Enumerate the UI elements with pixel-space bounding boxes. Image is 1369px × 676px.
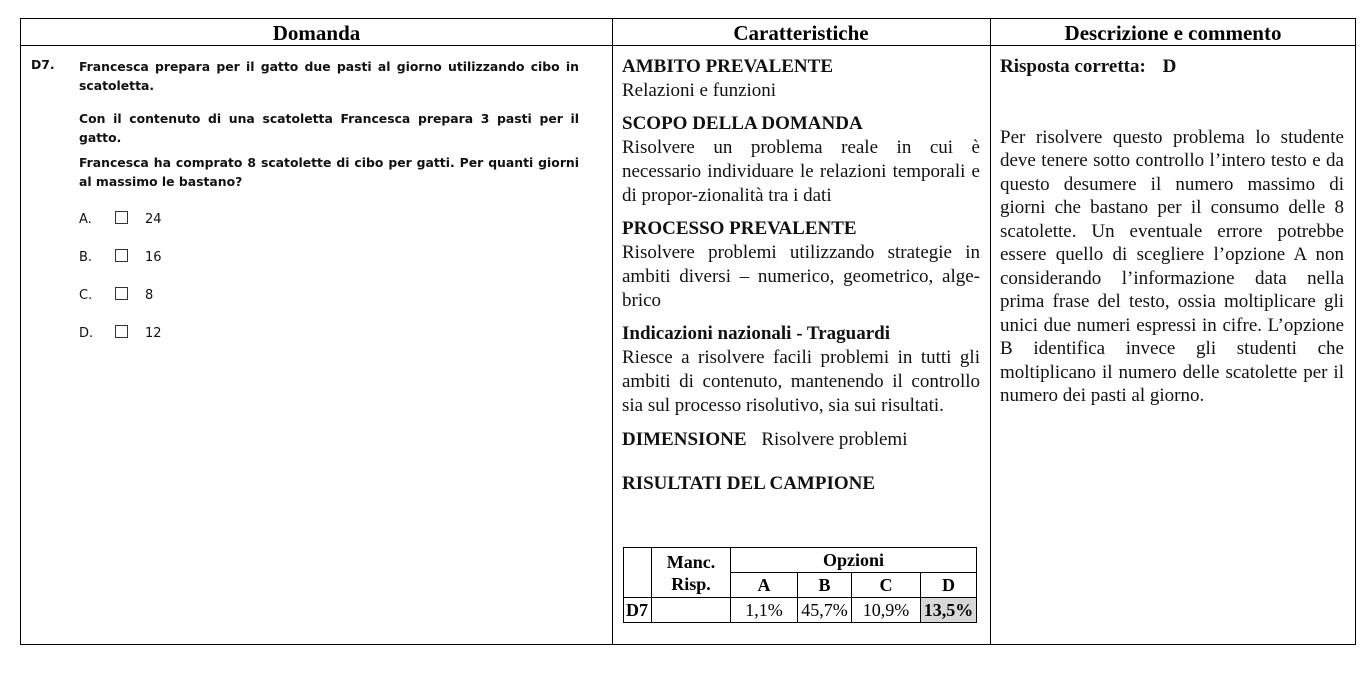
option-letter: B.	[79, 250, 93, 265]
processo-title: PROCESSO PREVALENTE	[622, 218, 857, 239]
value-b: 45,7%	[798, 598, 852, 623]
ambito-text: Relazioni e funzioni	[622, 80, 777, 101]
column-divider	[612, 19, 613, 644]
correct-answer	[1000, 55, 1344, 79]
checkbox-icon[interactable]	[115, 325, 128, 338]
checkbox-icon[interactable]	[115, 249, 128, 262]
header-domanda: Domanda	[272, 21, 361, 45]
question-number: D7.	[31, 57, 55, 72]
header-descrizione: Descrizione e commento	[1064, 21, 1282, 45]
dimensione-title: DIMENSIONE	[622, 429, 747, 450]
scopo-title: SCOPO DELLA DOMANDA	[622, 113, 863, 134]
processo-text: Risolvere problemi utilizzando strategie in ambiti diversi – numerico, geometrico, alge-brico	[622, 242, 980, 311]
dimensione-row	[622, 428, 980, 452]
description-cell	[1000, 55, 1344, 408]
risp-label: Risp.	[671, 573, 711, 594]
option-letter: A.	[79, 212, 92, 227]
question-line-3: Francesca ha comprato 8 scatolette di cibo per gatti. Per quanti giorni al massimo le bastano?	[79, 155, 579, 189]
checkbox-icon[interactable]	[115, 287, 128, 300]
col-c-header: C	[852, 573, 921, 598]
manc-label: Manc.	[666, 551, 716, 572]
col-b-header: B	[798, 573, 852, 598]
option-letter: C.	[79, 288, 93, 303]
header-divider	[21, 45, 1355, 46]
row-label: D7	[624, 598, 652, 623]
value-d: 13,5%	[921, 598, 977, 623]
risultati-title: RISULTATI DEL CAMPIONE	[622, 473, 876, 494]
characteristics-cell	[622, 55, 980, 496]
header-caratteristiche: Caratteristiche	[733, 21, 869, 45]
indicazioni-title: Indicazioni nazionali - Traguardi	[622, 323, 890, 344]
option-a[interactable]	[79, 211, 162, 227]
column-divider	[990, 19, 991, 644]
value-a: 1,1%	[731, 598, 798, 623]
option-value: 16	[145, 250, 162, 265]
col-d-header: D	[921, 573, 977, 598]
value-c: 10,9%	[852, 598, 921, 623]
option-c[interactable]	[79, 287, 153, 303]
question-line-2: Con il contenuto di una scatoletta Francesca prepara 3 pasti per il gatto.	[79, 111, 579, 145]
corner-cell	[624, 548, 652, 598]
item-table	[20, 18, 1356, 645]
indicazioni-text: Riesce a risolvere facili problemi in tutti gli ambiti di contenuto, mantenendo il controllo sia sul processo risolutivo, sia sui risultati.	[622, 347, 980, 416]
manc-header	[652, 548, 731, 598]
answer-value: D	[1162, 56, 1177, 77]
comment-text: Per risolvere questo problema lo studente deve tenere sotto controllo l’intero testo e da questo desumere il numero massimo di giorni che bastano per il consumo delle 8 scatolette. Un eventuale errore potrebbe essere quello di scegliere l’opzione A non considerando l’informazione data nella prima frase del testo, ossia moltiplicare gli unici due numeri espressi in cifre. L’opzione B identifica invece gli studenti che moltiplicano il numero delle scatolette per il numero dei pasti al giorno.	[1000, 126, 1344, 406]
col-a-header: A	[731, 573, 798, 598]
option-b[interactable]	[79, 249, 162, 265]
dimensione-text: Risolvere problemi	[761, 429, 908, 450]
results-table	[623, 547, 977, 623]
manc-value	[652, 598, 731, 623]
ambito-title: AMBITO PREVALENTE	[622, 56, 833, 77]
option-letter: D.	[79, 326, 94, 341]
question-line-1: Francesca prepara per il gatto due pasti al giorno utilizzando cibo in scatoletta.	[79, 59, 579, 93]
checkbox-icon[interactable]	[115, 211, 128, 224]
option-value: 12	[145, 326, 162, 341]
option-value: 24	[145, 212, 162, 227]
answer-label: Risposta corretta:	[1000, 56, 1146, 77]
option-value: 8	[145, 288, 154, 303]
scopo-text: Risolvere un problema reale in cui è necessario individuare le relazioni temporali e di propor-zionalità tra i dati	[622, 137, 980, 206]
option-d[interactable]	[79, 325, 162, 341]
opzioni-header: Opzioni	[731, 548, 977, 573]
